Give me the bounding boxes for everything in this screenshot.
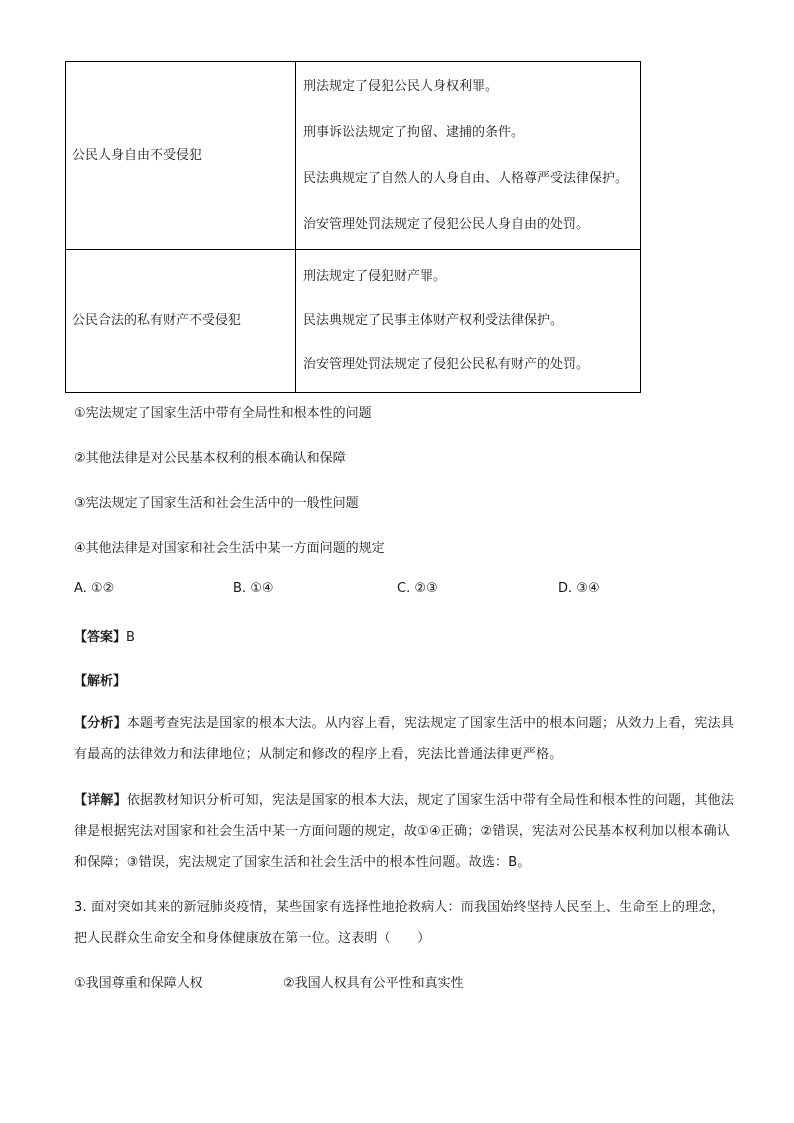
option-letter: B.	[233, 581, 247, 596]
option-value: ②③	[414, 581, 438, 596]
option-value: ③④	[576, 581, 600, 596]
table-row	[66, 62, 641, 250]
option-d	[558, 581, 600, 596]
fenxi-paragraph	[74, 708, 734, 770]
law-line: 刑事诉讼法规定了拘留、逮捕的条件。	[303, 124, 525, 140]
option-letter: D.	[558, 581, 573, 596]
laws-cell	[296, 62, 641, 250]
question-3-option-2: ②我国人权具有公平性和真实性	[283, 976, 464, 991]
statement-2: ②其他法律是对公民基本权利的根本确认和保障	[74, 451, 346, 466]
option-letter: A.	[74, 581, 87, 596]
law-line: 民法典规定了民事主体财产权利受法律保护。	[303, 313, 564, 328]
xiangjie-tag: 【详解】	[74, 793, 127, 808]
law-line: 刑法规定了侵犯财产罪。	[303, 269, 447, 284]
answer-value: B	[126, 630, 135, 645]
statement-3: ③宪法规定了国家生活和社会生活中的一般性问题	[74, 496, 359, 511]
analysis-heading: 【解析】	[74, 674, 127, 689]
laws-cell	[296, 250, 641, 393]
answer-line	[74, 626, 135, 645]
xiangjie-text: 依据教材知识分析可知，宪法是国家的根本大法，规定了国家生活中带有全局性和根本性的问题，其他法律是根据宪法对国家和社会生活中某一方面问题的规定，故①④正确；②错误，宪法对公民基本权利加以根本确认和保障；③错误，宪法规定了国家生活和社会生活中的根本性问题。故选：B。	[74, 793, 735, 870]
fenxi-tag: 【分析】	[74, 716, 127, 731]
right-label-cell	[66, 250, 296, 393]
option-c	[397, 581, 438, 596]
option-a	[74, 581, 114, 596]
right-label: 公民合法的私有财产不受侵犯	[72, 313, 242, 328]
right-label: 公民人身自由不受侵犯	[72, 147, 203, 163]
option-letter: C.	[397, 581, 411, 596]
option-value: ①②	[90, 581, 115, 596]
answer-tag: 【答案】	[74, 630, 127, 645]
question-3-stem: 3. 面对突如其来的新冠肺炎疫情，某些国家有选择性地抢救病人：而我国始终坚持人民至上、生命至上的理念，把人民群众生命安全和身体健康放在第一位。这表明（ ）	[74, 900, 725, 946]
statement-4: ④其他法律是对国家和社会生活中某一方面问题的规定	[74, 541, 385, 556]
law-line: 治安管理处罚法规定了侵犯公民私有财产的处罚。	[303, 357, 590, 372]
question-3-option-1: ①我国尊重和保障人权	[74, 976, 203, 991]
option-value: ①④	[250, 581, 274, 596]
law-line: 民法典规定了自然人的人身自由、人格尊严受法律保护。	[303, 170, 629, 186]
right-label-cell	[66, 62, 296, 250]
fenxi-text: 本题考查宪法是国家的根本大法。从内容上看，宪法规定了国家生活中的根本问题；从效力上看，宪法具有最高的法律效力和法律地位；从制定和修改的程序上看，宪法比普通法律更严格。	[74, 716, 735, 762]
table-row	[66, 250, 641, 393]
statement-1: ①宪法规定了国家生活中带有全局性和根本性的问题	[74, 406, 372, 421]
law-line: 刑法规定了侵犯公民人身权利罪。	[303, 78, 499, 94]
law-line: 治安管理处罚法规定了侵犯公民人身自由的处罚。	[303, 216, 590, 232]
xiangjie-paragraph	[74, 785, 734, 878]
law-table	[65, 61, 641, 393]
option-b	[233, 581, 274, 596]
